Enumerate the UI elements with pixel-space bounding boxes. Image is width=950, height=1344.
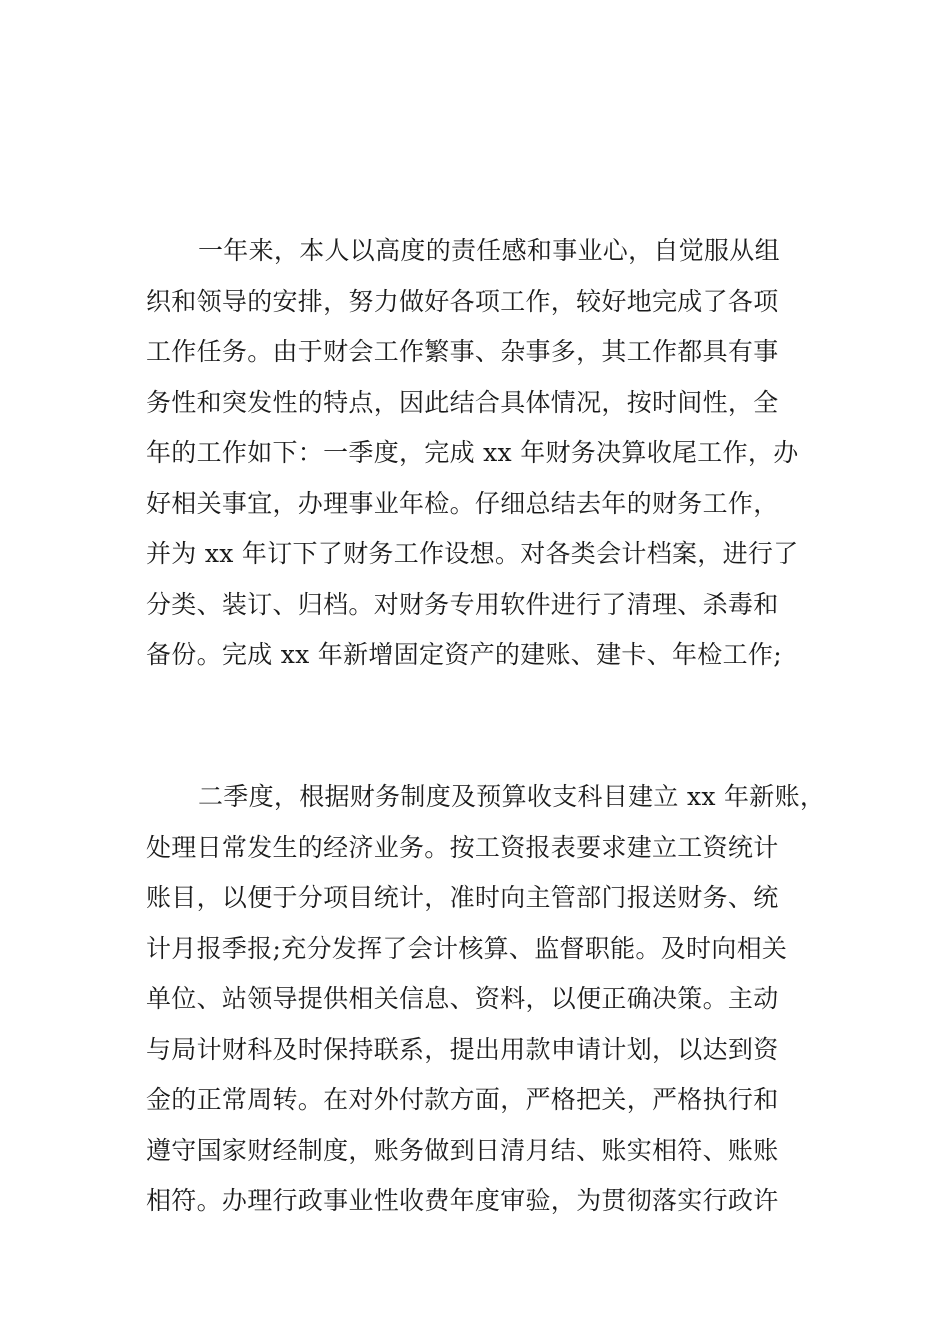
text-line: 备份。完成 xx 年新增固定资产的建账、建卡、年检工作;: [146, 640, 782, 669]
text-line: 金的正常周转。在对外付款方面，严格把关，严格执行和: [146, 1085, 779, 1114]
paragraph-q2-summary: [146, 772, 826, 1227]
text-line: 一年来，本人以高度的责任感和事业心，自觉服从组: [198, 236, 780, 265]
text-line: 分类、装订、归档。对财务专用软件进行了清理、杀毒和: [146, 589, 779, 619]
text-line: 工作任务。由于财会工作繁事、杂事多，其工作都具有事: [146, 337, 779, 366]
text-line: 单位、站领导提供相关信息、资料，以便正确决策。主动: [146, 984, 779, 1013]
text-line: 相符。办理行政事业性收费年度审验，为贯彻落实行政许: [146, 1186, 779, 1215]
text-line: 务性和突发性的特点，因此结合具体情况，按时间性，全: [146, 387, 779, 417]
text-line: 年的工作如下：一季度，完成 xx 年财务决算收尾工作，办: [146, 438, 799, 467]
paragraph-q1-summary: [146, 226, 806, 681]
text-line: 并为 xx 年订下了财务工作设想。对各类会计档案，进行了: [146, 539, 799, 568]
text-line: 遵守国家财经制度，账务做到日清月结、账实相符、账账: [146, 1135, 779, 1165]
text-line: 账目，以便于分项目统计，准时向主管部门报送财务、统: [146, 883, 779, 912]
text-line: 好相关事宜，办理事业年检。仔细总结去年的财务工作，: [146, 488, 779, 518]
text-line: 处理日常发生的经济业务。按工资报表要求建立工资统计: [146, 832, 779, 862]
text-line: 织和领导的安排，努力做好各项工作，较好地完成了各项: [146, 286, 779, 316]
text-line: 计月报季报;充分发挥了会计核算、监督职能。及时向相关: [146, 933, 788, 963]
text-line: 与局计财科及时保持联系，提出用款申请计划，以达到资: [146, 1034, 779, 1064]
text-line: 二季度，根据财务制度及预算收支科目建立 xx 年新账，: [198, 782, 826, 811]
